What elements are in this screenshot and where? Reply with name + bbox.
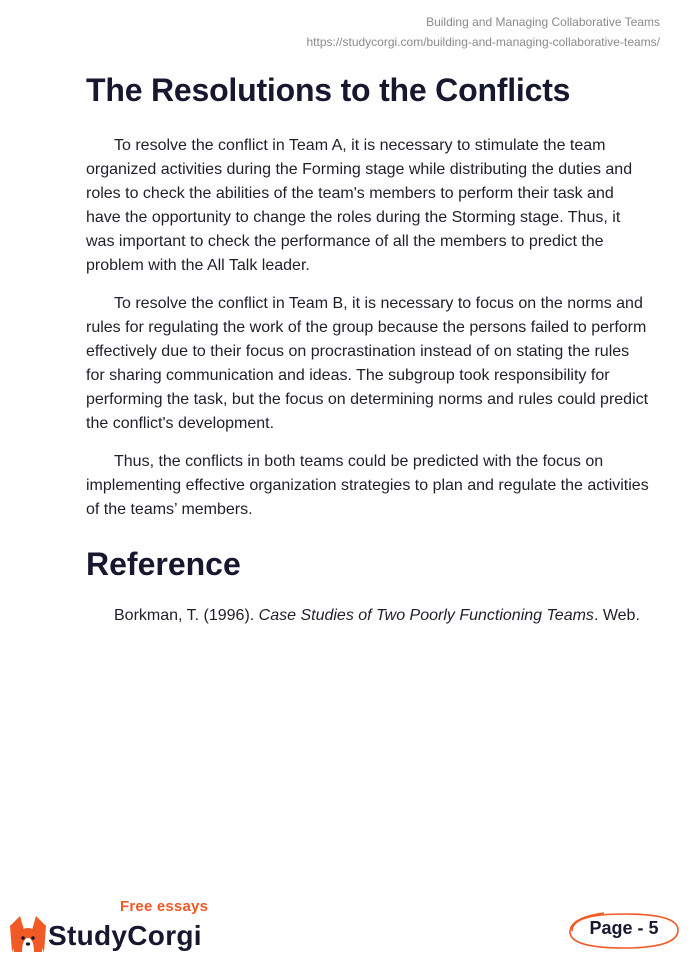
studycorgi-logo[interactable]	[8, 900, 228, 956]
section-heading-reference: Reference	[86, 546, 241, 582]
paragraph-3: Thus, the conflicts in both teams could be predicted with the focus on implementing effective organization strategies to plan and regulate the activities of the teams’ members.	[86, 453, 649, 518]
page-number: Page - 5	[589, 918, 659, 938]
reference-author: Borkman, T. (1996).	[114, 607, 259, 624]
free-essays-tagline: Free essays	[120, 898, 209, 915]
reference-title: Case Studies of Two Poorly Functioning Teams	[258, 607, 594, 624]
paragraph-2: To resolve the conflict in Team B, it is necessary to focus on the norms and rules for regulating the work of the group because the persons failed to perform effectively due to their focus on procrastination instead of on stating the rules for sharing communication and ideas. The subgroup took responsibility for performing the task, but the focus on determining norms and rules could predict the conflict's development.	[86, 295, 649, 432]
reference-suffix: . Web.	[593, 607, 640, 624]
paragraph-1: To resolve the conflict in Team A, it is necessary to stimulate the team organized activities during the Forming stage while distributing the duties and roles to check the abilities of the team's members to perform their task and have the opportunity to change the roles during the Storming stage. Thus, it was important to check the performance of all the members to predict the problem with the All Talk leader.	[86, 137, 633, 274]
page-footer	[0, 894, 698, 964]
document-url[interactable]: https://studycorgi.com/building-and-managing-collaborative-teams/	[306, 35, 660, 49]
page-header	[306, 12, 660, 52]
section-heading-resolutions: The Resolutions to the Conflicts	[86, 72, 571, 108]
document-body	[86, 70, 652, 642]
document-title: Building and Managing Collaborative Teams	[426, 15, 660, 29]
corgi-icon	[8, 912, 48, 956]
reference-entry	[86, 604, 652, 628]
brand-name: StudyCorgi	[48, 920, 202, 951]
page-number-badge	[564, 908, 684, 954]
